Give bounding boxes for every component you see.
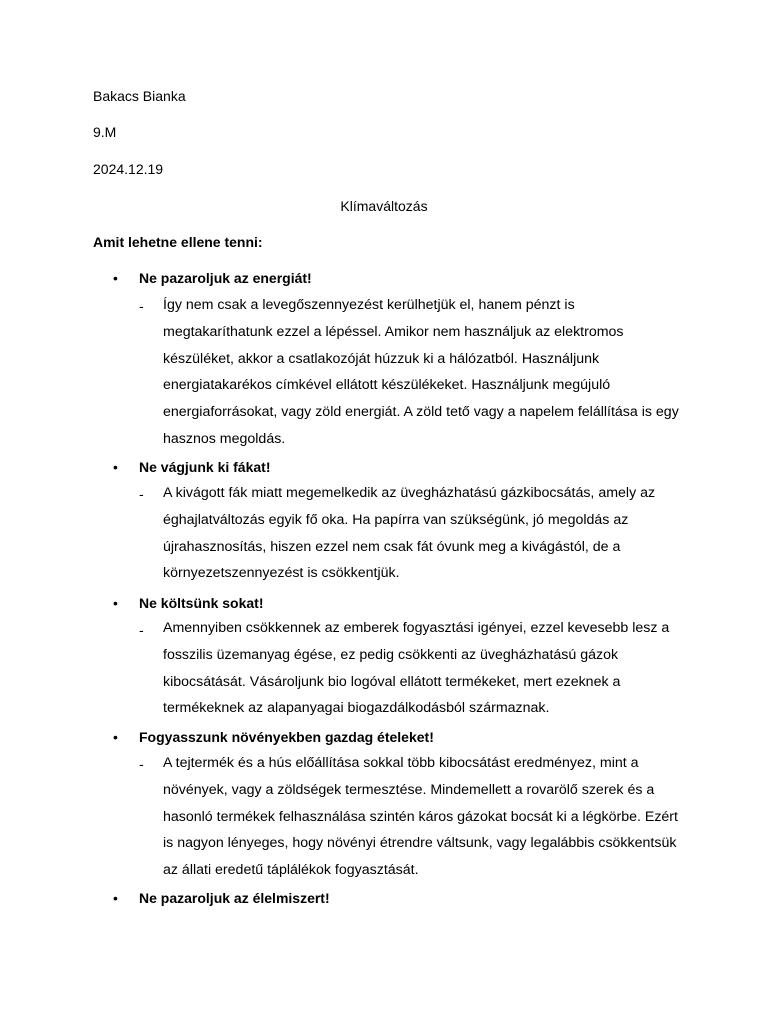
list-item-heading: Ne vágjunk ki fákat! [139,459,271,475]
class-label: 9.M [93,124,117,140]
document-title: Klímaváltozás [340,198,428,214]
dash-icon: - [139,298,144,314]
dash-icon: - [139,756,144,772]
list-item-heading: Ne pazaroljuk az élelmiszert! [139,890,330,906]
dash-icon: - [139,622,144,638]
list-item-text: A tejtermék és a hús előállítása sokkal több kibocsátást eredményez, mint a növények, vagy a zöldségek termesztése. Mindemellett a rovarölő szerek és a hasonló termékek felhasználása szintén káros gázokat bocsát ki a légkörbe. Ezért is nagyon lényeges, hogy növényi étrendre váltsunk, vagy legalábbis csökkentsük az állati eredetű táplálékok fogyasztását. [163,755,678,879]
list-item-heading: Ne pazaroljuk az energiát! [139,270,312,286]
section-heading: Amit lehetne ellene tenni: [93,234,263,250]
list-item-text: A kivágott fák miatt megemelkedik az üvegházhatású gázkibocsátás, amely az éghajlatváltozás egyik fő oka. Ha papírra van szükségünk, jó megoldás az újrahasznosítás, hiszen ezzel nem csak fát óvunk meg a kivágástól, de a környezetszennyezést is csökkentjük. [163,485,656,582]
bullet-icon: • [113,729,118,745]
date-label: 2024.12.19 [93,161,164,177]
bullet-icon: • [113,890,118,906]
list-item-heading: Ne költsünk sokat! [139,595,264,611]
dash-icon: - [139,486,144,502]
list-item-heading: Fogyasszunk növényekben gazdag ételeket! [139,729,434,745]
bullet-icon: • [113,270,118,286]
list-item-text: Amennyiben csökkennek az emberek fogyasztási igényei, ezzel kevesebb lesz a fosszilis üzemanyag égése, ez pedig csökkenti az üvegházhatású gázok kibocsátását. Vásároljunk bio logóval ellátott termékeket, mert ezeknek a termékeknek az alapanyagai biogazdálkodásból származnak. [163,620,670,717]
author-name: Bakacs Bianka [93,88,186,104]
list-item-text: Így nem csak a levegőszennyezést kerülhetjük el, hanem pénzt is megtakaríthatunk ezzel a lépéssel. Amikor nem használjuk az elektromos készüléket, akkor a csatlakozóját húzzuk ki a hálózatból. Használjunk energiatakarékos címkével ellátott készülékeket. Használjunk megújuló energiaforrásokat, vagy zöld energiát. A zöld tető vagy a napelem felállítása is egy hasznos megoldás. [163,297,679,447]
bullet-icon: • [113,459,118,475]
bullet-icon: • [113,595,118,611]
